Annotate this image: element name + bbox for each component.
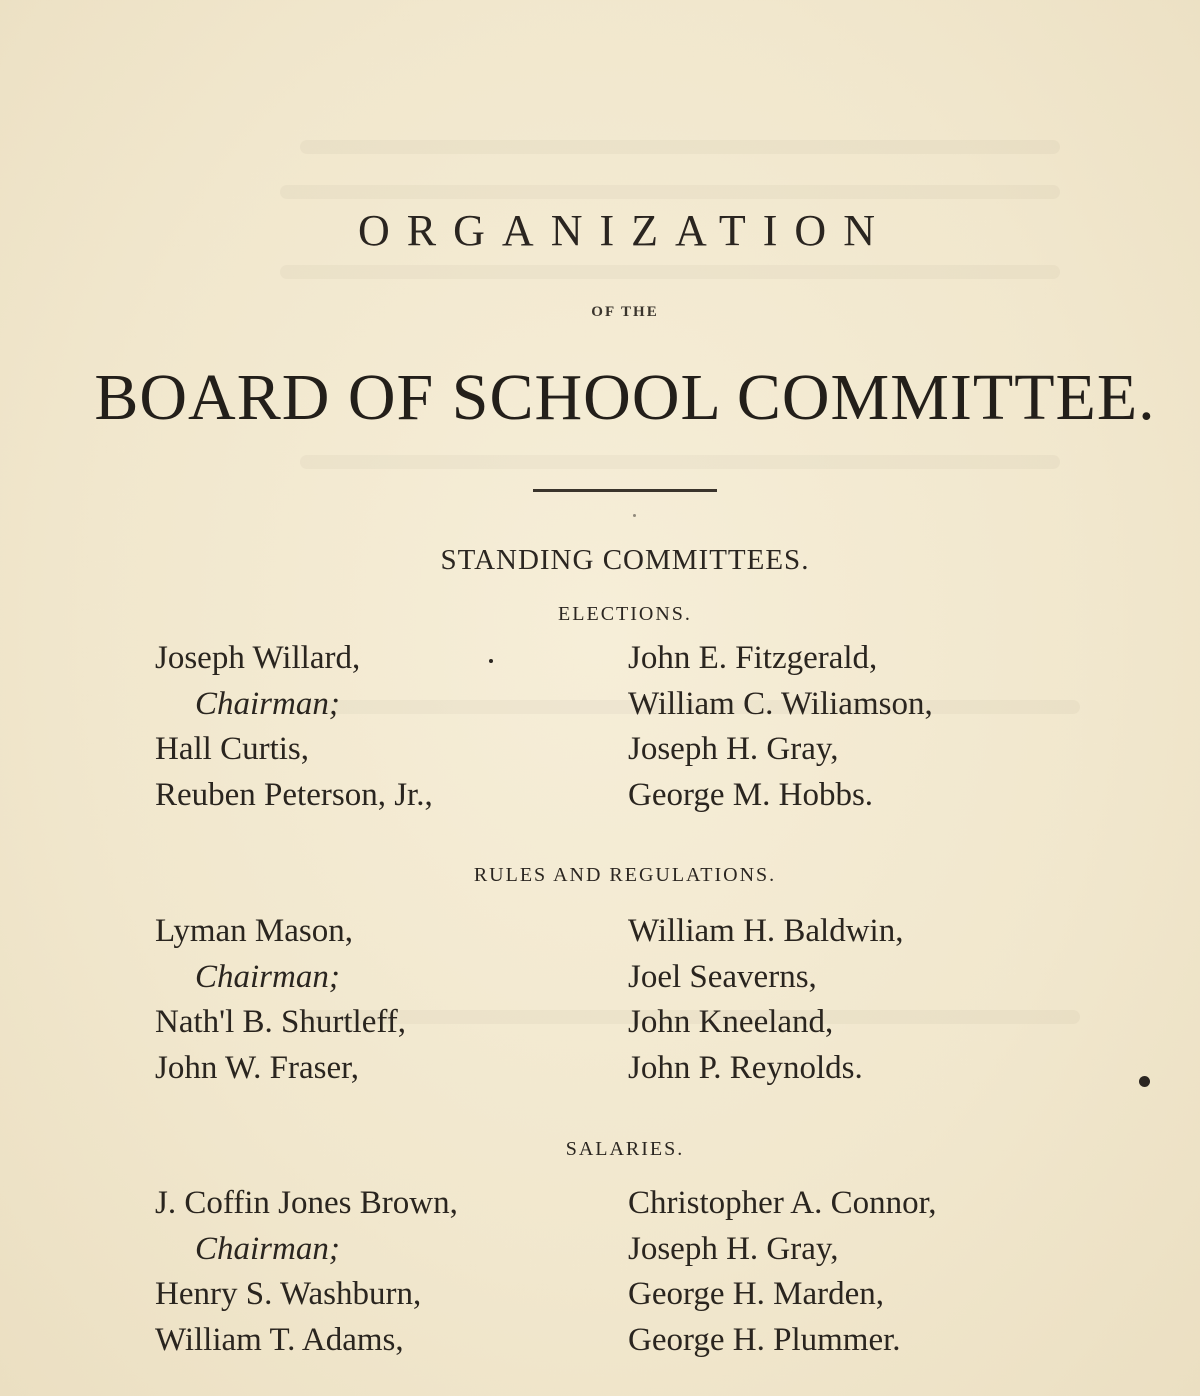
member-name: Reuben Peterson, Jr., xyxy=(155,776,433,813)
bleed-through-line xyxy=(300,455,1060,469)
member-name: Joel Seaverns, xyxy=(628,958,817,995)
committee-members-right xyxy=(628,636,933,818)
member-name: John P. Reynolds. xyxy=(628,1049,863,1086)
member-name: Joseph H. Gray, xyxy=(628,1230,839,1267)
title-divider xyxy=(533,489,717,492)
member-name: John W. Fraser, xyxy=(155,1049,360,1086)
member-role: Chairman; xyxy=(195,1230,340,1267)
committee-members-right xyxy=(628,1181,937,1363)
paper-speck xyxy=(489,659,493,663)
member-name: Lyman Mason, xyxy=(155,913,353,949)
member-name: Nath'l B. Shurtleff, xyxy=(155,1004,406,1040)
member-name: Christopher A. Connor, xyxy=(628,1185,937,1221)
bleed-through-line xyxy=(300,140,1060,154)
bleed-through-line xyxy=(280,185,1060,199)
paper-speck xyxy=(1139,1076,1150,1087)
member-name: George H. Plummer. xyxy=(628,1321,901,1358)
committee-heading-elections: ELECTIONS. xyxy=(558,603,692,625)
member-name: Henry S. Washburn, xyxy=(155,1276,422,1312)
member-name: William T. Adams, xyxy=(155,1321,404,1358)
member-name: John E. Fitzgerald, xyxy=(628,640,878,676)
document-subtitle: BOARD OF SCHOOL COMMITTEE. xyxy=(94,361,1156,434)
member-name: William C. Wiliamson, xyxy=(628,685,933,722)
title-connector: OF THE xyxy=(591,304,659,320)
committee-members-right xyxy=(628,909,903,1091)
member-name: Hall Curtis, xyxy=(155,731,309,767)
member-name: J. Coffin Jones Brown, xyxy=(155,1185,458,1221)
bleed-through-line xyxy=(280,265,1060,279)
committee-heading-rules: RULES AND REGULATIONS. xyxy=(473,864,777,886)
member-role: Chairman; xyxy=(195,958,340,995)
committee-members-left xyxy=(155,636,433,818)
committee-members-left xyxy=(155,909,406,1091)
member-name: Joseph Willard, xyxy=(155,640,361,676)
paper-speck xyxy=(633,514,636,517)
member-name: Joseph H. Gray, xyxy=(628,731,839,767)
member-name: George M. Hobbs. xyxy=(628,776,874,813)
member-name: George H. Marden, xyxy=(628,1276,884,1312)
section-title: STANDING COMMITTEES. xyxy=(440,544,810,576)
member-name: John Kneeland, xyxy=(628,1004,834,1040)
member-name: William H. Baldwin, xyxy=(628,913,904,949)
committee-members-left xyxy=(155,1181,458,1363)
document-title: ORGANIZATION xyxy=(358,206,892,255)
member-role: Chairman; xyxy=(195,685,340,722)
committee-heading-salaries: SALARIES. xyxy=(565,1138,685,1160)
